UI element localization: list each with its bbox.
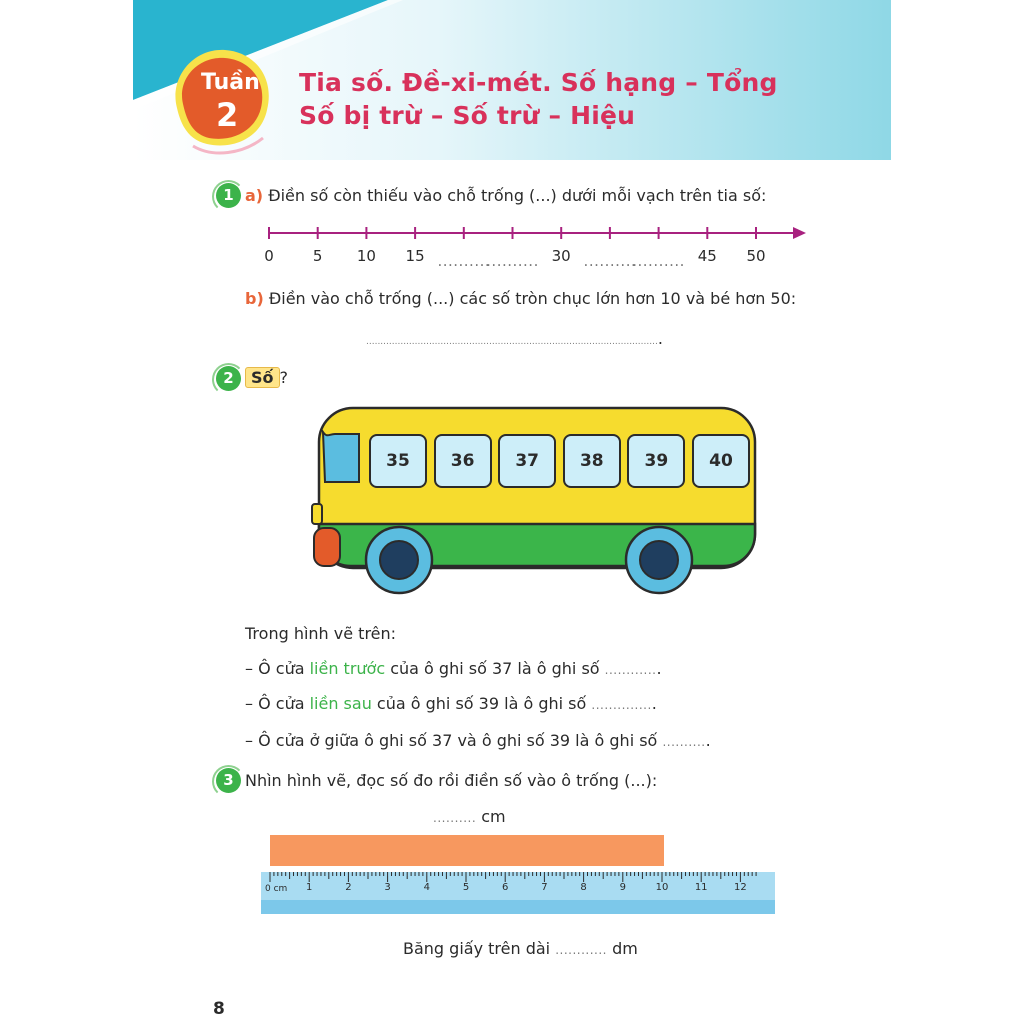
bus-illustration — [305, 400, 765, 600]
question-mark: ? — [279, 368, 289, 387]
q3-answer-line: Băng giấy trên dài ............ dm — [403, 939, 638, 958]
ruler-number: 1 — [306, 882, 313, 893]
bus-window: 35 — [369, 434, 427, 488]
ruler-number: 9 — [619, 882, 626, 893]
number-line-label: 15 — [405, 247, 425, 265]
strip-length-cm — [433, 807, 506, 826]
ruler-number: 2 — [345, 882, 352, 893]
part-a-label: a) — [245, 186, 264, 205]
number-line-blank[interactable]: .......... — [486, 252, 539, 270]
question-3-text: Nhìn hình vẽ, đọc số đo rồi điền số vào ô trống (...): — [245, 771, 658, 790]
week-number: 2 — [216, 96, 239, 134]
ruler-number: 10 — [655, 882, 669, 893]
q2-line-1: – Ô cửa liền trước của ô ghi số 37 là ô ghi số ............. — [245, 659, 662, 678]
bus-window: 40 — [692, 434, 750, 488]
question-1a-text — [245, 186, 766, 205]
bus-window: 36 — [434, 434, 492, 488]
bus-window: 39 — [627, 434, 685, 488]
highlight-lien-sau: liền sau — [309, 694, 372, 713]
so-tag: Số — [245, 367, 280, 388]
part-b-answer-blank[interactable]: ....................................................................................................... — [366, 329, 663, 348]
part-a-instruction: Điền số còn thiếu vào chỗ trống (...) dưới mỗi vạch trên tia số: — [268, 186, 767, 205]
number-line-label: 0 — [264, 247, 274, 265]
worksheet-page — [133, 0, 891, 1024]
number-line-label: 5 — [312, 247, 323, 265]
page-number: 8 — [213, 999, 225, 1019]
cm-blank[interactable]: .......... — [433, 811, 477, 825]
number-line-blank[interactable]: .......... — [583, 252, 637, 270]
bus-window: 37 — [498, 434, 556, 488]
number-line-blank[interactable]: .......... — [632, 252, 685, 270]
page-title-line2: Số bị trừ – Số trừ – Hiệu — [299, 101, 636, 130]
q2-line-3: – Ô cửa ở giữa ô ghi số 37 và ô ghi số 39 là ô ghi số ........... — [245, 731, 711, 750]
ruler-number: 7 — [541, 882, 548, 893]
ruler-number: 5 — [462, 882, 470, 893]
q2-blank-1[interactable]: ............ — [604, 663, 657, 677]
question-2-prompt — [245, 367, 288, 388]
ruler-number: 6 — [502, 882, 509, 893]
part-b-label: b) — [245, 289, 264, 308]
ruler-number: 12 — [734, 882, 747, 893]
q2-blank-3[interactable]: .......... — [662, 735, 706, 749]
ruler-zero-label: 0 cm — [265, 884, 288, 894]
ruler-number: 3 — [384, 882, 391, 893]
number-line-label: 50 — [746, 247, 766, 265]
number-line — [263, 222, 808, 244]
bus-window: 38 — [563, 434, 621, 488]
part-b-instruction: Điền vào chỗ trống (...) các số tròn chục lớn hơn 10 và bé hơn 50: — [268, 289, 797, 308]
number-line-label: 45 — [697, 247, 717, 265]
dm-blank[interactable]: ............ — [555, 943, 607, 957]
paper-strip — [270, 835, 664, 866]
question-1-badge: 1 — [216, 183, 241, 208]
dm-unit: dm — [612, 939, 638, 958]
question-2-badge: 2 — [216, 366, 241, 391]
ruler-number: 8 — [580, 882, 587, 893]
ruler-number: 11 — [694, 882, 708, 893]
ruler — [261, 872, 775, 916]
number-line-label: 10 — [356, 247, 376, 265]
week-label: Tuần — [201, 70, 260, 95]
highlight-lien-truoc: liền trước — [309, 659, 386, 678]
q2-blank-2[interactable]: .............. — [591, 698, 652, 712]
cm-unit: cm — [481, 807, 506, 826]
question-1b-text — [245, 289, 796, 308]
question-3-badge: 3 — [216, 768, 241, 793]
q2-line-2: – Ô cửa liền sau của ô ghi số 39 là ô ghi số ............... — [245, 694, 657, 713]
q2-intro: Trong hình vẽ trên: — [245, 624, 397, 643]
ruler-number: 4 — [423, 882, 430, 893]
number-line-blank[interactable]: .......... — [437, 252, 491, 270]
number-line-label: 30 — [551, 247, 571, 265]
page-title-line1: Tia số. Đề-xi-mét. Số hạng – Tổng — [299, 68, 778, 97]
